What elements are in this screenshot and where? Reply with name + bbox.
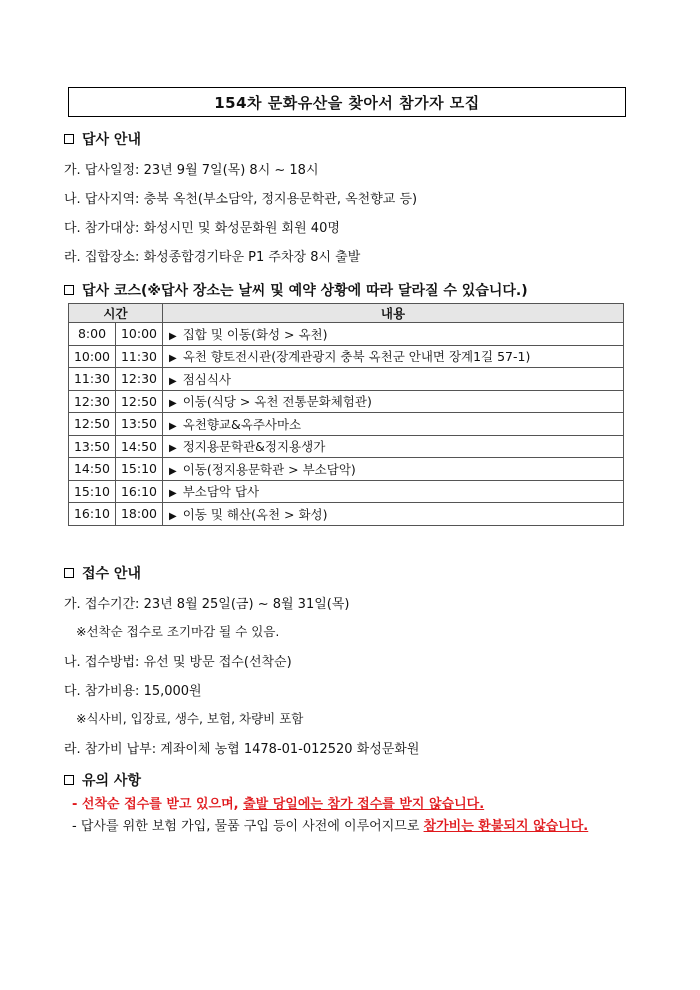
section-heading-tour-info: 답사 안내 bbox=[64, 129, 141, 149]
schedule-row bbox=[69, 435, 624, 458]
schedule-end-time: 12:50 bbox=[116, 390, 163, 413]
tour-date: 가. 답사일정: 23년 9월 7일(목) 8시 ~ 18시 bbox=[64, 163, 319, 178]
column-header-content: 내용 bbox=[163, 304, 624, 323]
play-triangle-icon: ▶ bbox=[169, 330, 177, 342]
schedule-row bbox=[69, 458, 624, 481]
schedule-end-time: 14:50 bbox=[116, 435, 163, 458]
schedule-content-text: 정지용문학관&정지용생가 bbox=[182, 439, 326, 455]
schedule-content-text: 이동 및 해산(옥천 > 화성) bbox=[182, 506, 328, 522]
notice-line-2 bbox=[72, 815, 588, 834]
schedule-end-time: 15:10 bbox=[116, 458, 163, 481]
schedule-end-time: 18:00 bbox=[116, 503, 163, 526]
checkbox-square-icon bbox=[64, 134, 74, 144]
schedule-row bbox=[69, 345, 624, 368]
schedule-row bbox=[69, 390, 624, 413]
schedule-content-text: 부소담악 답사 bbox=[182, 484, 260, 500]
column-header-time: 시간 bbox=[69, 304, 163, 323]
schedule-start-time: 11:30 bbox=[69, 368, 116, 391]
registration-period: 가. 접수기간: 23년 8월 25일(금) ~ 8월 31일(목) bbox=[64, 597, 350, 612]
schedule-content-text: 점심식사 bbox=[182, 371, 232, 387]
schedule-row bbox=[69, 413, 624, 436]
schedule-start-time: 14:50 bbox=[69, 458, 116, 481]
schedule-content-text: 옥천 향토전시관(장계관광지 충북 옥천군 안내면 장계1길 57-1) bbox=[182, 349, 531, 365]
notice-1-text: - 선착순 접수를 받고 있으며, bbox=[72, 797, 244, 812]
checkbox-square-icon bbox=[64, 775, 74, 785]
page-title-text: 154차 문화유산을 찾아서 참가자 모집 bbox=[214, 93, 480, 112]
section-heading-registration: 접수 안내 bbox=[64, 563, 141, 583]
schedule-start-time: 13:50 bbox=[69, 435, 116, 458]
schedule-row bbox=[69, 368, 624, 391]
registration-method: 나. 접수방법: 유선 및 방문 접수(선착순) bbox=[64, 655, 292, 670]
schedule-start-time: 12:30 bbox=[69, 390, 116, 413]
schedule-content bbox=[163, 345, 624, 368]
play-triangle-icon: ▶ bbox=[169, 375, 177, 387]
checkbox-square-icon bbox=[64, 285, 74, 295]
schedule-end-time: 16:10 bbox=[116, 480, 163, 503]
schedule-end-time: 12:30 bbox=[116, 368, 163, 391]
schedule-table bbox=[68, 303, 624, 526]
schedule-content-text: 집합 및 이동(화성 > 옥천) bbox=[182, 326, 328, 342]
schedule-content bbox=[163, 480, 624, 503]
notice-2-emphasis: 참가비는 환불되지 않습니다. bbox=[423, 819, 589, 834]
play-triangle-icon: ▶ bbox=[169, 398, 177, 410]
notice-1-emphasis: 출발 당일에는 참가 접수를 받지 않습니다. bbox=[243, 797, 485, 812]
section-heading-tour-course: 답사 코스(※답사 장소는 날씨 및 예약 상황에 따라 달라질 수 있습니다.) bbox=[64, 280, 528, 300]
schedule-start-time: 15:10 bbox=[69, 480, 116, 503]
schedule-content-text: 이동(정지용문학관 > 부소담악) bbox=[182, 461, 356, 477]
tour-region: 나. 답사지역: 충북 옥천(부소담악, 정지용문학관, 옥천향교 등) bbox=[64, 192, 418, 207]
fee-payment: 라. 참가비 납부: 계좌이체 농협 1478-01-012520 화성문화원 bbox=[64, 742, 420, 757]
schedule-end-time: 10:00 bbox=[116, 323, 163, 346]
play-triangle-icon: ▶ bbox=[169, 353, 177, 365]
schedule-end-time: 11:30 bbox=[116, 345, 163, 368]
schedule-content bbox=[163, 390, 624, 413]
schedule-row bbox=[69, 503, 624, 526]
tour-participants: 다. 참가대상: 화성시민 및 화성문화원 회원 40명 bbox=[64, 221, 340, 236]
checkbox-square-icon bbox=[64, 568, 74, 578]
page-title bbox=[68, 87, 626, 117]
play-triangle-icon: ▶ bbox=[169, 443, 177, 455]
schedule-start-time: 16:10 bbox=[69, 503, 116, 526]
play-triangle-icon: ▶ bbox=[169, 465, 177, 477]
schedule-body bbox=[69, 323, 624, 526]
play-triangle-icon: ▶ bbox=[169, 420, 177, 432]
schedule-content bbox=[163, 435, 624, 458]
fee-includes-note: ※식사비, 입장료, 생수, 보험, 차량비 포함 bbox=[76, 711, 304, 726]
schedule-start-time: 12:50 bbox=[69, 413, 116, 436]
schedule-content bbox=[163, 368, 624, 391]
play-triangle-icon: ▶ bbox=[169, 488, 177, 500]
schedule-content bbox=[163, 458, 624, 481]
schedule-row bbox=[69, 323, 624, 346]
schedule-content bbox=[163, 323, 624, 346]
schedule-start-time: 10:00 bbox=[69, 345, 116, 368]
tour-meeting-place: 라. 집합장소: 화성종합경기타운 P1 주차장 8시 출발 bbox=[64, 250, 361, 265]
schedule-content-text: 이동(식당 > 옥천 전통문화체험관) bbox=[182, 394, 372, 410]
schedule-header-row bbox=[69, 304, 624, 323]
schedule-start-time: 8:00 bbox=[69, 323, 116, 346]
schedule-content bbox=[163, 503, 624, 526]
notice-line-1 bbox=[72, 793, 484, 812]
registration-note-early-close: ※선착순 접수로 조기마감 될 수 있음. bbox=[76, 624, 280, 639]
schedule-content-text: 옥천향교&옥주사마소 bbox=[182, 416, 302, 432]
notice-2-text: - 답사를 위한 보험 가입, 물품 구입 등이 사전에 이루어지므로 bbox=[72, 819, 424, 834]
schedule-row bbox=[69, 480, 624, 503]
participation-fee: 다. 참가비용: 15,000원 bbox=[64, 684, 202, 699]
section-heading-notice: 유의 사항 bbox=[64, 770, 141, 790]
schedule-end-time: 13:50 bbox=[116, 413, 163, 436]
schedule-content bbox=[163, 413, 624, 436]
play-triangle-icon: ▶ bbox=[169, 510, 177, 522]
